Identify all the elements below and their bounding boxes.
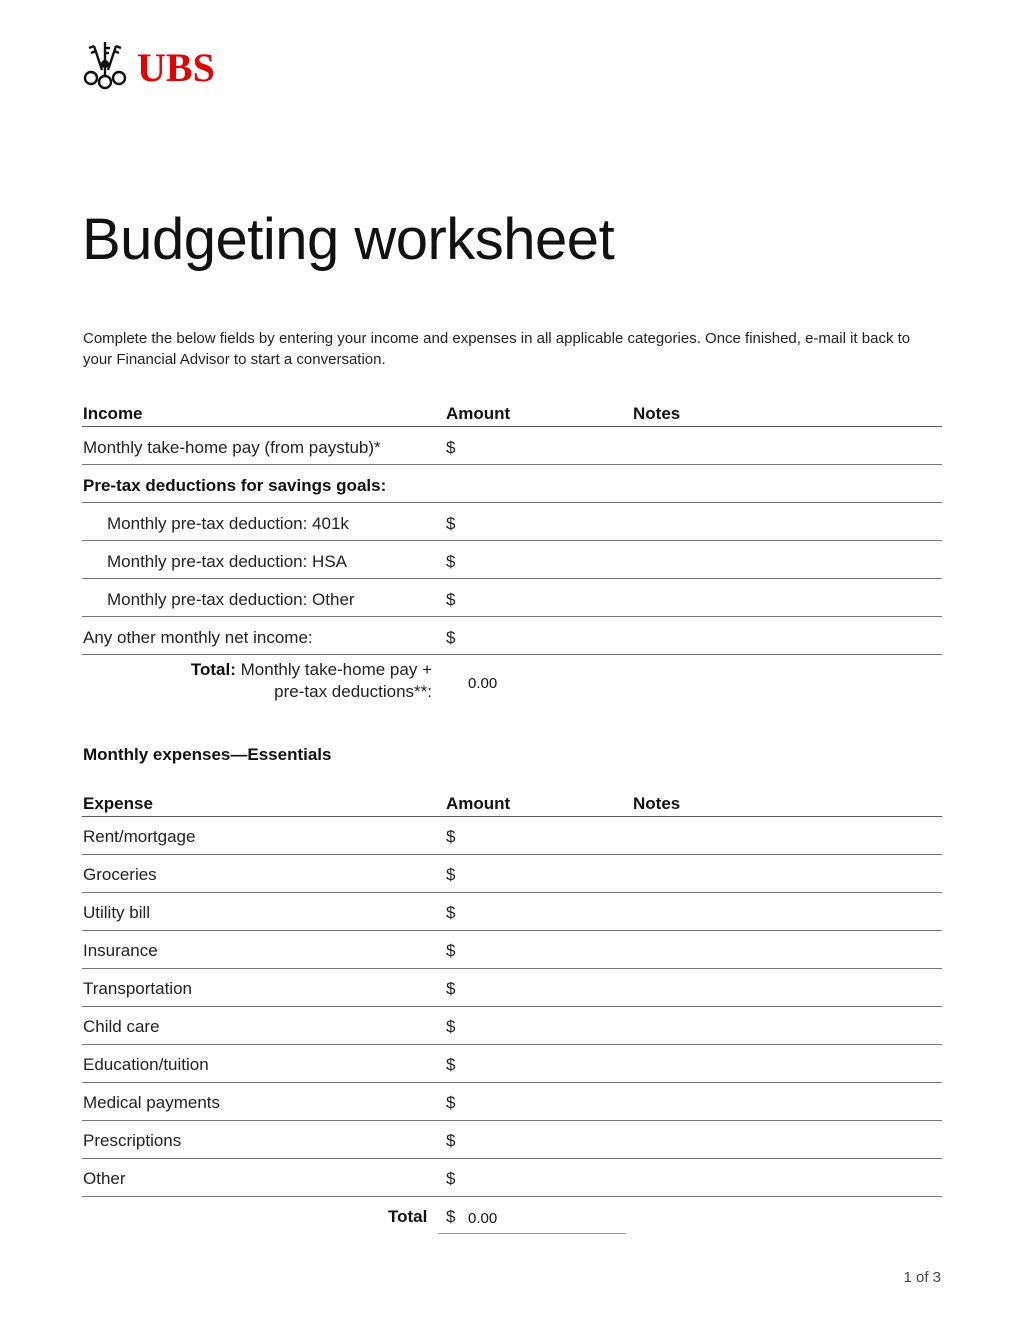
dollar-sign: $ [446, 1131, 456, 1150]
expense-amount-input[interactable] [462, 937, 622, 965]
deduction-other-notes-input[interactable] [632, 586, 940, 614]
essentials-heading: Monthly expenses—Essentials [83, 745, 332, 764]
dollar-sign: $ [446, 827, 456, 846]
expense-header: Expense [83, 794, 153, 813]
expense-notes-input[interactable] [632, 1127, 940, 1155]
deduction-401k-amount-input[interactable] [462, 510, 622, 538]
row-divider [82, 968, 942, 969]
ubs-wordmark: UBS [137, 45, 215, 90]
row-divider [82, 578, 942, 579]
ubs-logo [82, 40, 232, 94]
expense-amount-input[interactable] [462, 975, 622, 1003]
expense-amount-input[interactable] [462, 1165, 622, 1193]
take-home-pay-notes-input[interactable] [632, 434, 940, 462]
expenses-total-value: 0.00 [468, 1210, 498, 1227]
expense-notes-input[interactable] [632, 899, 940, 927]
row-divider [82, 540, 942, 541]
row-label: Insurance [83, 941, 158, 960]
expense-amount-input[interactable] [462, 823, 622, 851]
row-label: Prescriptions [83, 1131, 182, 1150]
row-divider [82, 502, 942, 503]
table-header-rule [82, 816, 942, 817]
total-bold-label: Total: [190, 660, 236, 679]
dollar-sign: $ [446, 1055, 456, 1074]
deduction-hsa-notes-input[interactable] [632, 548, 940, 576]
row-label: Rent/mortgage [83, 827, 196, 846]
amount-header: Amount [446, 794, 511, 813]
expense-amount-input[interactable] [462, 1051, 622, 1079]
deduction-hsa-amount-input[interactable] [462, 548, 622, 576]
other-income-amount-input[interactable] [462, 624, 622, 652]
deduction-other-amount-input[interactable] [462, 586, 622, 614]
row-label: Education/tuition [83, 1055, 209, 1074]
row-divider [82, 1196, 942, 1197]
row-label: Monthly pre-tax deduction: 401k [107, 514, 349, 533]
dollar-sign: $ [446, 903, 456, 922]
expense-amount-input[interactable] [462, 1013, 622, 1041]
total-label-line1: Monthly take-home pay + [240, 660, 432, 679]
row-label: Child care [83, 1017, 160, 1036]
dollar-sign: $ [446, 1093, 456, 1112]
row-divider [82, 1044, 942, 1045]
three-keys-icon [82, 40, 132, 94]
expense-notes-input[interactable] [632, 975, 940, 1003]
dollar-sign: $ [446, 590, 456, 609]
row-divider [82, 464, 942, 465]
expense-amount-input[interactable] [462, 1127, 622, 1155]
expense-amount-input[interactable] [462, 861, 622, 889]
dollar-sign: $ [446, 1207, 456, 1226]
dollar-sign: $ [446, 941, 456, 960]
deduction-401k-notes-input[interactable] [632, 510, 940, 538]
take-home-pay-amount-input[interactable] [462, 434, 622, 462]
income-total-label [150, 659, 432, 703]
page-title: Budgeting worksheet [82, 207, 615, 272]
notes-header: Notes [633, 404, 681, 423]
expense-notes-input[interactable] [632, 1089, 940, 1117]
expense-notes-input[interactable] [632, 937, 940, 965]
dollar-sign: $ [446, 628, 456, 647]
dollar-sign: $ [446, 865, 456, 884]
expense-notes-input[interactable] [632, 823, 940, 851]
row-label: Other [83, 1169, 126, 1188]
row-divider [82, 930, 942, 931]
row-divider [82, 854, 942, 855]
row-divider [82, 892, 942, 893]
row-label: Utility bill [83, 903, 151, 922]
row-divider [82, 616, 942, 617]
expense-notes-input[interactable] [632, 1165, 940, 1193]
row-label: Medical payments [83, 1093, 221, 1112]
dollar-sign: $ [446, 979, 456, 998]
expense-amount-input[interactable] [462, 899, 622, 927]
dollar-sign: $ [446, 514, 456, 533]
row-divider [82, 654, 942, 655]
row-label: Groceries [83, 865, 157, 884]
row-label: Monthly take-home pay (from paystub)* [83, 438, 381, 457]
row-divider [82, 1120, 942, 1121]
row-label: Monthly pre-tax deduction: Other [107, 590, 355, 609]
dollar-sign: $ [446, 1017, 456, 1036]
expenses-total-label: Total [388, 1207, 428, 1226]
table-header-rule [82, 426, 942, 427]
total-underline [438, 1233, 626, 1234]
row-divider [82, 1158, 942, 1159]
income-total-value: 0.00 [468, 675, 498, 692]
amount-header: Amount [446, 404, 511, 423]
section-label: Pre-tax deductions for savings goals: [83, 476, 387, 495]
dollar-sign: $ [446, 1169, 456, 1188]
expense-notes-input[interactable] [632, 861, 940, 889]
row-divider [82, 1082, 942, 1083]
dollar-sign: $ [446, 438, 456, 457]
row-divider [82, 1006, 942, 1007]
total-label-line2: pre-tax deductions**: [274, 682, 432, 701]
intro-text: Complete the below fields by entering your income and expenses in all applicable categories. Once finished, e-mail it back to your Financial Advisor to start a conversation. [83, 330, 911, 368]
other-income-notes-input[interactable] [632, 624, 940, 652]
expense-amount-input[interactable] [462, 1089, 622, 1117]
row-label: Monthly pre-tax deduction: HSA [107, 552, 348, 571]
expense-notes-input[interactable] [632, 1051, 940, 1079]
row-label: Transportation [83, 979, 192, 998]
page-number: 1 of 3 [903, 1269, 941, 1286]
row-label: Any other monthly net income: [83, 628, 313, 647]
dollar-sign: $ [446, 552, 456, 571]
notes-header: Notes [633, 794, 681, 813]
expense-notes-input[interactable] [632, 1013, 940, 1041]
income-header: Income [83, 404, 143, 423]
